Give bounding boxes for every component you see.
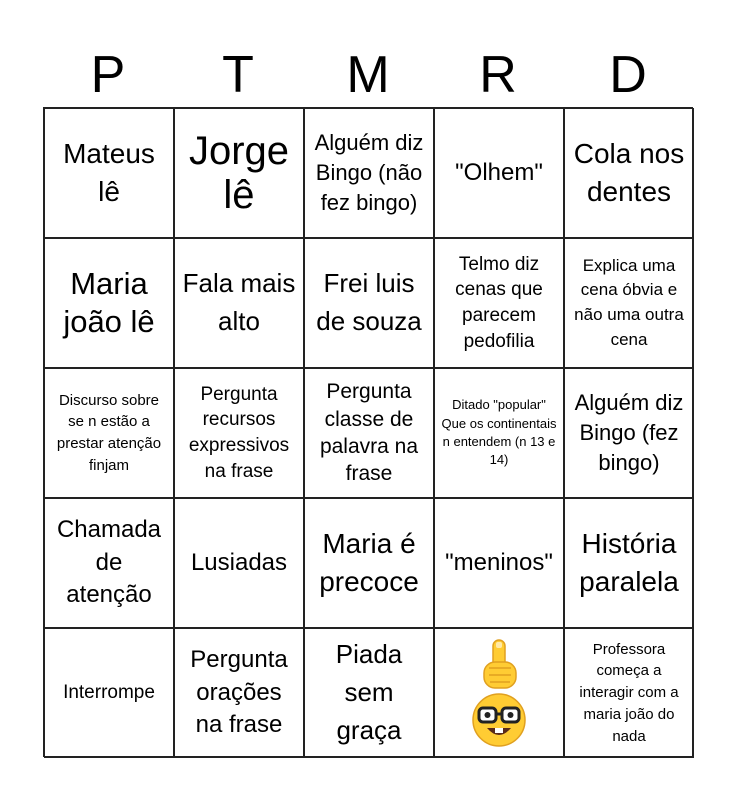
bingo-cell[interactable] [44, 628, 174, 758]
bingo-cell[interactable] [564, 498, 694, 628]
header-letter-p: P [90, 46, 126, 104]
cell-text: Alguém diz Bingo (não fez bingo) [314, 130, 424, 215]
bingo-cell[interactable] [44, 498, 174, 628]
bingo-cell[interactable] [174, 108, 304, 238]
header-letter-t: T [222, 46, 254, 104]
bingo-cell[interactable] [564, 368, 694, 498]
bingo-cell[interactable] [564, 628, 694, 758]
cell-text: Pergunta classe de palavra na frase [319, 380, 419, 486]
cell-text: "meninos" [445, 548, 553, 576]
bingo-cell[interactable] [304, 368, 434, 498]
bingo-cell[interactable] [174, 238, 304, 368]
cell-text: Alguém diz Bingo (fez bingo) [574, 390, 684, 475]
bingo-cell[interactable] [564, 238, 694, 368]
cell-text: Cola nos dentes [573, 138, 685, 207]
header-letter-d: D [609, 46, 647, 104]
cell-text: Lusiadas [190, 548, 288, 576]
bingo-cell[interactable] [304, 498, 434, 628]
cell-text: Maria joão lê [63, 266, 155, 339]
bingo-cell-emoji[interactable] [434, 628, 564, 758]
header-letter-r: R [479, 46, 517, 104]
cell-text: Maria é precoce [319, 528, 419, 597]
cell-text: "Olhem" [455, 158, 543, 186]
bingo-cell[interactable] [434, 108, 564, 238]
index-pointing-up-emoji-icon [476, 638, 522, 692]
bingo-cell[interactable] [44, 368, 174, 498]
cell-text: Frei luis de souza [316, 268, 422, 336]
bingo-header [43, 42, 693, 108]
cell-text: Pergunta recursos expressivos na frase [188, 383, 290, 482]
bingo-cell[interactable] [174, 368, 304, 498]
nerd-face-emoji-icon [471, 692, 527, 748]
bingo-cell[interactable] [434, 238, 564, 368]
cell-text: Fala mais alto [182, 268, 296, 336]
cell-text: Discurso sobre se n estão a prestar atenção finjam [56, 391, 162, 474]
bingo-cell[interactable] [304, 238, 434, 368]
bingo-cell[interactable] [434, 498, 564, 628]
cell-text: Professora começa a interagir com a maria joão do nada [579, 640, 679, 745]
cell-text: Piada sem graça [335, 639, 403, 745]
bingo-cell[interactable] [304, 628, 434, 758]
header-letter-m: M [346, 46, 390, 104]
bingo-cell[interactable] [44, 238, 174, 368]
cell-text: Chamada de atenção [56, 516, 162, 609]
cell-text: Pergunta orações na frase [190, 646, 288, 739]
cell-text: Interrompe [63, 682, 155, 704]
bingo-cell[interactable] [564, 108, 694, 238]
cell-text: Explica uma cena óbvia e não uma outra cena [574, 255, 684, 349]
cell-text: Mateus lê [63, 138, 155, 207]
bingo-cell[interactable] [304, 108, 434, 238]
bingo-cell[interactable] [434, 368, 564, 498]
cell-text: Ditado "popular" Que os continentais n entendem (n 13 e 14) [441, 397, 557, 468]
cell-text: História paralela [579, 528, 679, 597]
cell-text: Jorge lê [188, 129, 290, 217]
bingo-cell[interactable] [174, 628, 304, 758]
bingo-cell[interactable] [174, 498, 304, 628]
bingo-cell[interactable] [44, 108, 174, 238]
bingo-card [43, 107, 693, 757]
cell-text: Telmo diz cenas que parecem pedofilia [455, 253, 543, 352]
